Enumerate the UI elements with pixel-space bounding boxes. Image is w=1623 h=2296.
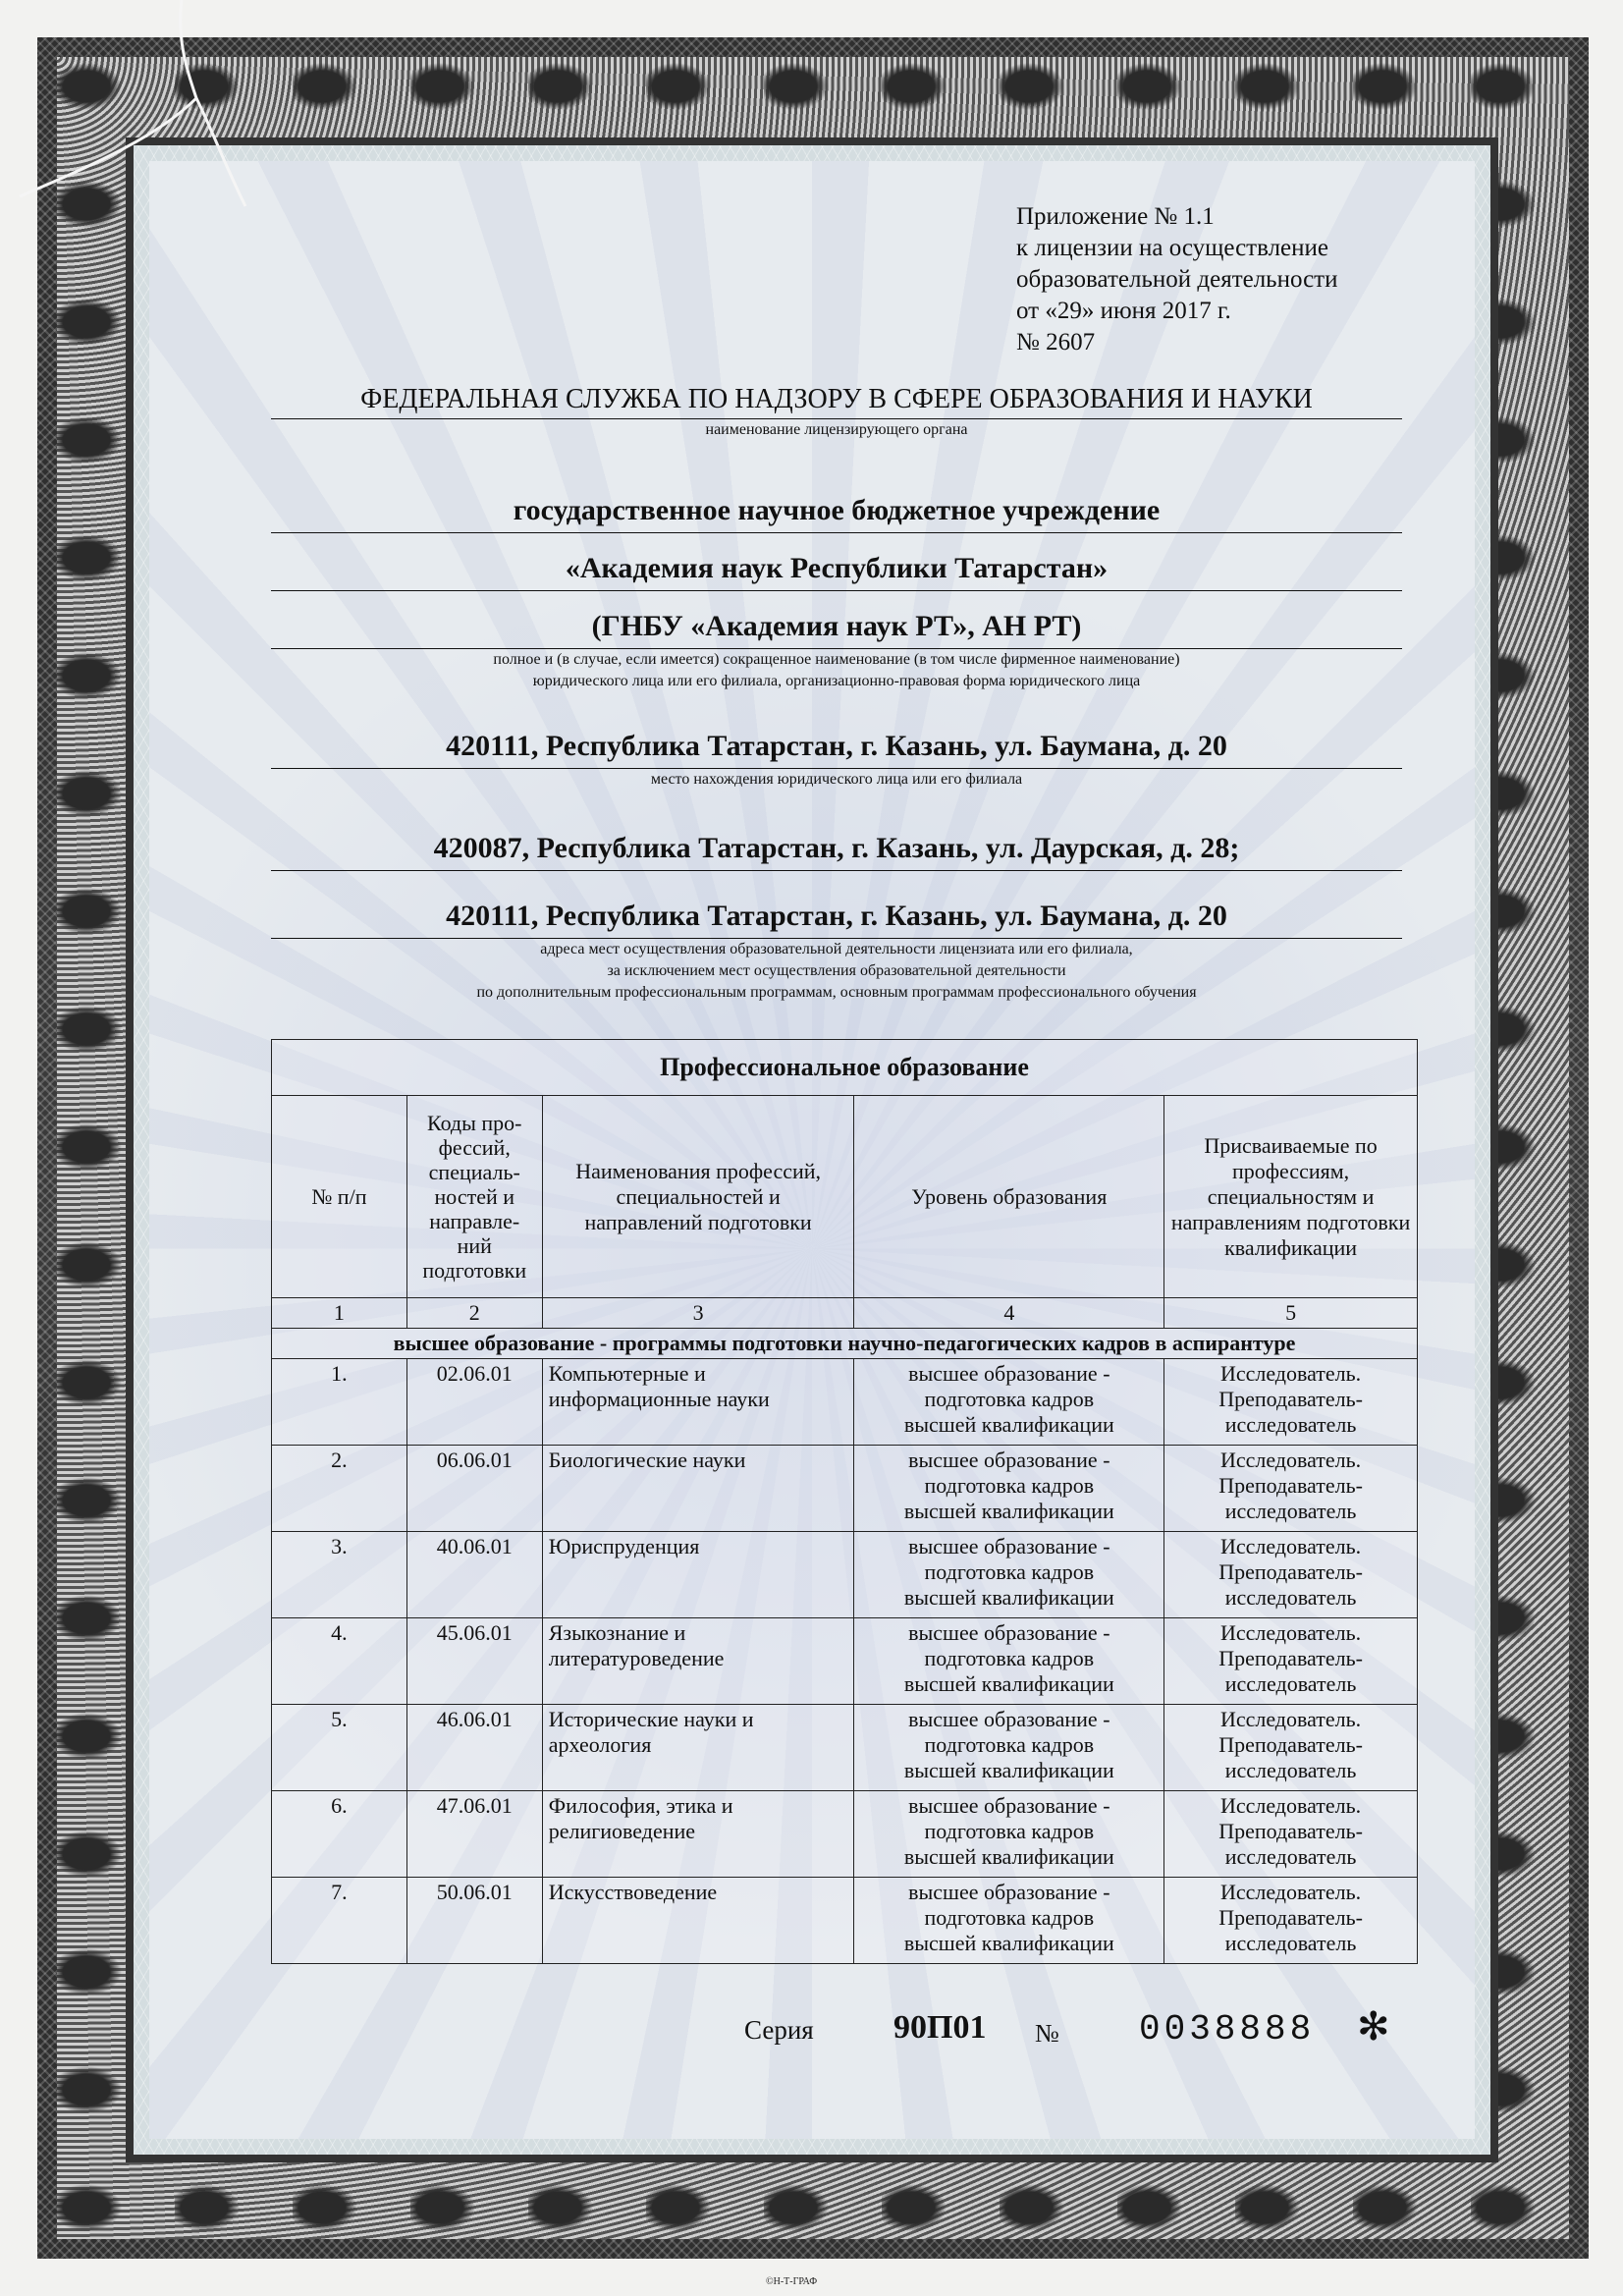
header-names-line: Наименования профессий, — [575, 1158, 822, 1183]
row-code: 46.06.01 — [406, 1705, 542, 1791]
row-num: 4. — [272, 1618, 407, 1705]
column-number-row — [272, 1298, 1418, 1329]
row-qual-line: Исследователь. Преподаватель- — [1218, 1448, 1363, 1498]
row-num: 1. — [272, 1359, 407, 1446]
row-num: 5. — [272, 1705, 407, 1791]
row-name-line: Исторические науки и — [548, 1707, 754, 1731]
series-value: 90П01 — [893, 2009, 987, 2046]
appendix-line: от «29» июня 2017 г. — [1016, 298, 1231, 324]
row-name — [542, 1359, 854, 1446]
row-qualification — [1164, 1791, 1418, 1878]
header-codes-line: ний — [457, 1233, 492, 1258]
column-number: 3 — [542, 1298, 854, 1329]
row-qualification — [1164, 1705, 1418, 1791]
row-level — [854, 1532, 1164, 1618]
row-qual-line: исследователь — [1224, 1931, 1357, 1955]
activity-caption: адреса мест осуществления образовательной деятельности лицензиата или его филиала, — [540, 941, 1133, 957]
row-qual-line: исследователь — [1224, 1671, 1357, 1696]
row-level-line: высшее образование - — [908, 1534, 1110, 1558]
row-level-line: высшее образование - — [908, 1448, 1110, 1472]
table-row — [272, 1705, 1418, 1791]
header-codes-line: ностей и — [434, 1184, 515, 1209]
table-row — [272, 1532, 1418, 1618]
row-level — [854, 1446, 1164, 1532]
column-number: 1 — [272, 1298, 407, 1329]
organization-full-name: «Академия наук Республики Татарстан» — [271, 547, 1402, 591]
row-name — [542, 1878, 854, 1964]
row-level-line: высшей квалификации — [903, 1671, 1114, 1696]
activity-address: 420087, Республика Татарстан, г. Казань, ул. Даурская, д. 28; — [271, 827, 1402, 871]
row-qualification — [1164, 1878, 1418, 1964]
header-qual-line: квалификации — [1224, 1234, 1358, 1260]
license-table — [271, 1039, 1418, 1964]
row-name-line: Языкознание и — [548, 1620, 686, 1645]
row-level-line: подготовка кадров — [924, 1559, 1095, 1584]
row-qual-line: исследователь — [1224, 1758, 1357, 1782]
appendix-line: образовательной деятельности — [1016, 266, 1338, 293]
location-caption: место нахождения юридического лица или его филиала — [650, 771, 1023, 788]
header-codes-line: направле- — [429, 1209, 520, 1233]
row-level-line: высшее образование - — [908, 1793, 1110, 1818]
row-level — [854, 1359, 1164, 1446]
row-level-line: подготовка кадров — [924, 1819, 1095, 1843]
appendix-line: Приложение № 1.1 — [1016, 203, 1215, 230]
row-code: 45.06.01 — [406, 1618, 542, 1705]
row-name-line: Компьютерные и — [548, 1361, 706, 1386]
row-qualification — [1164, 1359, 1418, 1446]
row-name-line: Биологические науки — [548, 1448, 746, 1472]
row-qual-line: Исследователь. Преподаватель- — [1218, 1361, 1363, 1411]
header-names-line: специальностей и — [616, 1183, 781, 1209]
header-names-line: направлений подготовки — [584, 1209, 812, 1234]
appendix-header — [1016, 201, 1338, 358]
header-codes — [406, 1096, 542, 1298]
number-label: № — [1035, 2019, 1059, 2048]
table-title: Профессиональное образование — [272, 1040, 1418, 1096]
row-name-line: информационные науки — [548, 1387, 770, 1411]
row-level-line: высшее образование - — [908, 1620, 1110, 1645]
row-level-line: высшей квалификации — [903, 1585, 1114, 1610]
row-code: 06.06.01 — [406, 1446, 542, 1532]
row-level-line: подготовка кадров — [924, 1905, 1095, 1930]
activity-address: 420111, Республика Татарстан, г. Казань, ул. Баумана, д. 20 — [271, 895, 1402, 939]
header-qual-line: направлениям подготовки — [1170, 1209, 1411, 1234]
section-title: высшее образование - программы подготовки научно-педагогических кадров в аспирантуре — [272, 1329, 1418, 1359]
organization-short-name: (ГНБУ «Академия наук РТ», АН РТ) — [271, 605, 1402, 649]
header-qualification — [1164, 1096, 1418, 1298]
row-qual-line: Исследователь. Преподаватель- — [1218, 1707, 1363, 1757]
row-level-line: высшей квалификации — [903, 1931, 1114, 1955]
organization-caption: полное и (в случае, если имеется) сокращенное наименование (в том числе фирменное наименование) — [493, 651, 1180, 668]
column-number: 4 — [854, 1298, 1164, 1329]
row-level-line: высшее образование - — [908, 1707, 1110, 1731]
table-row — [272, 1791, 1418, 1878]
row-level-line: высшей квалификации — [903, 1412, 1114, 1437]
row-qualification — [1164, 1618, 1418, 1705]
row-name-line: Юриспруденция — [548, 1534, 700, 1558]
blank-number: 0038888 — [1139, 2009, 1316, 2050]
row-name-line: религиоведение — [548, 1819, 696, 1843]
row-level-line: высшей квалификации — [903, 1844, 1114, 1869]
row-num: 2. — [272, 1446, 407, 1532]
activity-places-block — [271, 827, 1402, 1004]
row-qual-line: Исследователь. Преподаватель- — [1218, 1880, 1363, 1930]
row-name — [542, 1532, 854, 1618]
header-names — [542, 1096, 854, 1298]
row-qualification — [1164, 1532, 1418, 1618]
location-block — [271, 725, 1402, 791]
row-level — [854, 1878, 1164, 1964]
row-name — [542, 1791, 854, 1878]
row-qual-line: исследователь — [1224, 1499, 1357, 1523]
row-level-line: высшей квалификации — [903, 1499, 1114, 1523]
row-level — [854, 1618, 1164, 1705]
column-number: 5 — [1164, 1298, 1418, 1329]
row-level-line: высшей квалификации — [903, 1758, 1114, 1782]
row-qualification — [1164, 1446, 1418, 1532]
row-num: 7. — [272, 1878, 407, 1964]
header-codes-line: фессий, — [438, 1135, 511, 1160]
printer-mark: ©Н-Т-ГРАФ — [766, 2276, 818, 2287]
asterisk-mark-icon: ✻ — [1357, 2004, 1390, 2049]
row-name-line: Философия, этика и — [548, 1793, 733, 1818]
row-level-line: высшее образование - — [908, 1880, 1110, 1904]
row-code: 50.06.01 — [406, 1878, 542, 1964]
series-label: Серия — [744, 2015, 814, 2045]
header-qual-line: профессиям, специальностям и — [1207, 1158, 1375, 1209]
table-row — [272, 1359, 1418, 1446]
row-qual-line: исследователь — [1224, 1844, 1357, 1869]
row-num: 6. — [272, 1791, 407, 1878]
row-qual-line: Исследователь. Преподаватель- — [1218, 1620, 1363, 1670]
organization-block — [271, 489, 1402, 692]
agency-caption: наименование лицензирующего органа — [705, 421, 968, 438]
row-level-line: подготовка кадров — [924, 1732, 1095, 1757]
row-level-line: подготовка кадров — [924, 1646, 1095, 1670]
activity-caption: за исключением мест осуществления образовательной деятельности — [607, 962, 1066, 979]
row-num: 3. — [272, 1532, 407, 1618]
row-name-line: Искусствоведение — [548, 1880, 718, 1904]
table-row — [272, 1618, 1418, 1705]
header-num: № п/п — [272, 1096, 407, 1298]
row-code: 47.06.01 — [406, 1791, 542, 1878]
table-title-row — [272, 1040, 1418, 1096]
location-address: 420111, Республика Татарстан, г. Казань, ул. Баумана, д. 20 — [271, 725, 1402, 769]
activity-caption: по дополнительным профессиональным программам, основным программам профессионального обучения — [476, 984, 1197, 1001]
organization-type: государственное научное бюджетное учреждение — [271, 489, 1402, 533]
row-code: 40.06.01 — [406, 1532, 542, 1618]
row-level-line: подготовка кадров — [924, 1473, 1095, 1498]
row-level-line: высшее образование - — [908, 1361, 1110, 1386]
row-level — [854, 1791, 1164, 1878]
table-row — [272, 1878, 1418, 1964]
row-name — [542, 1618, 854, 1705]
header-qual-line: Присваиваемые по — [1204, 1132, 1378, 1158]
row-level — [854, 1705, 1164, 1791]
appendix-line: № 2607 — [1016, 329, 1096, 355]
row-qual-line: исследователь — [1224, 1412, 1357, 1437]
row-qual-line: исследователь — [1224, 1585, 1357, 1610]
agency-block — [271, 381, 1402, 441]
table-row — [272, 1446, 1418, 1532]
header-level: Уровень образования — [854, 1096, 1164, 1298]
header-codes-line: Коды про- — [426, 1111, 522, 1135]
table-header-row — [272, 1096, 1418, 1298]
agency-name: ФЕДЕРАЛЬНАЯ СЛУЖБА ПО НАДЗОРУ В СФЕРЕ ОБРАЗОВАНИЯ И НАУКИ — [271, 381, 1402, 419]
row-name — [542, 1446, 854, 1532]
row-code: 02.06.01 — [406, 1359, 542, 1446]
header-codes-line: подготовки — [422, 1258, 527, 1283]
binding-thread — [0, 0, 255, 255]
row-name-line: археология — [548, 1732, 652, 1757]
row-qual-line: Исследователь. Преподаватель- — [1218, 1534, 1363, 1584]
row-name-line: литературоведение — [548, 1646, 725, 1670]
section-row — [272, 1329, 1418, 1359]
row-level-line: подготовка кадров — [924, 1387, 1095, 1411]
row-qual-line: Исследователь. Преподаватель- — [1218, 1793, 1363, 1843]
appendix-line: к лицензии на осуществление — [1016, 235, 1328, 261]
row-name — [542, 1705, 854, 1791]
organization-caption: юридического лица или его филиала, организационно-правовая форма юридического лица — [532, 673, 1141, 689]
column-number: 2 — [406, 1298, 542, 1329]
header-codes-line: специаль- — [428, 1160, 520, 1184]
